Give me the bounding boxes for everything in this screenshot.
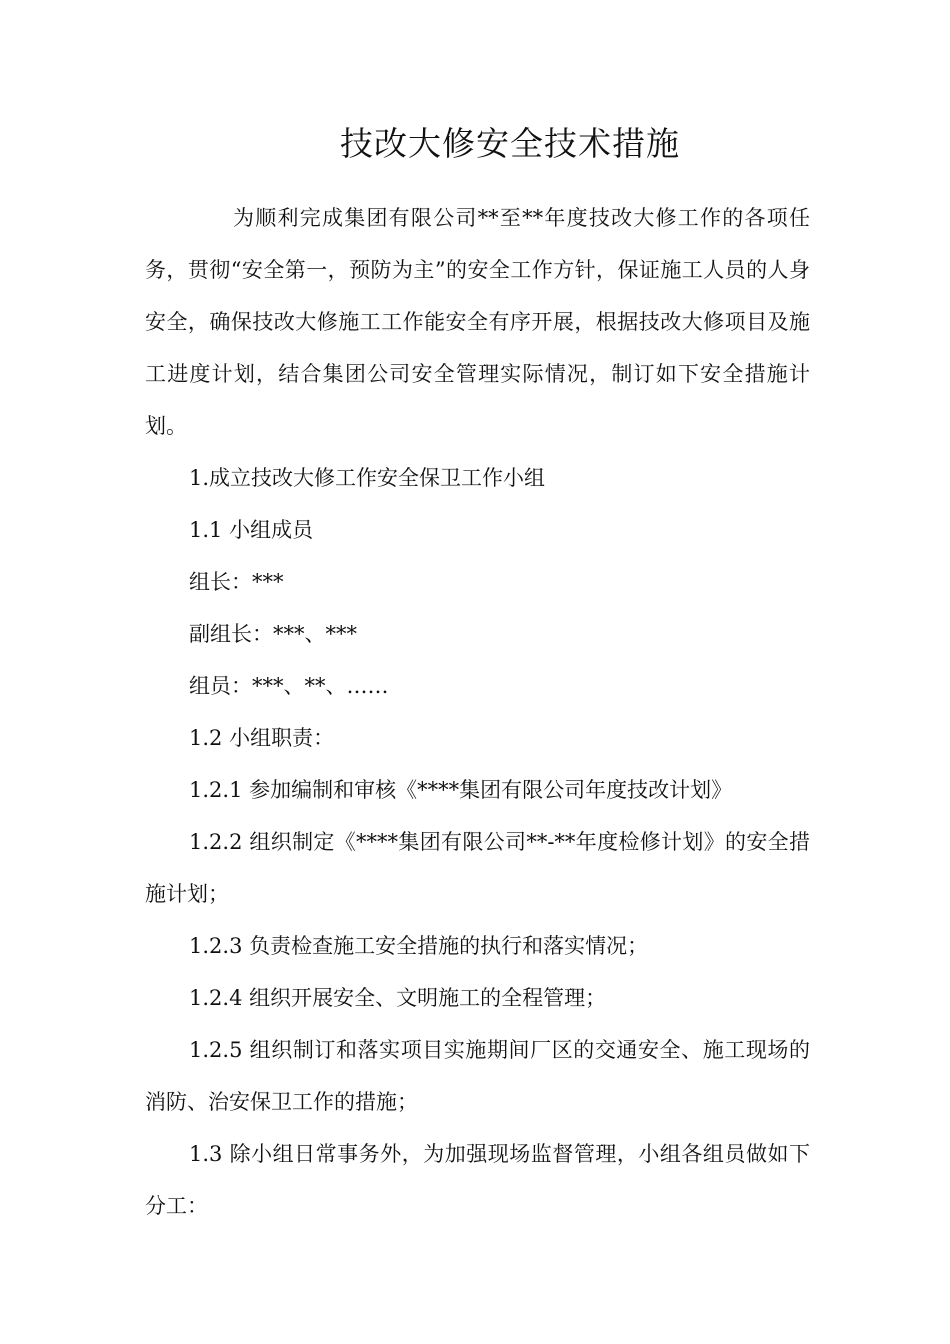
members-line: 组员：***、**、…… [189,674,389,698]
document-title: 技改大修安全技术措施 [340,124,680,163]
duty-item-1-2-2: 1.2.2 组织制定《****集团有限公司**-**年度检修计划》的安全措施计划； [145,830,810,906]
section-heading-1-3: 1.3 除小组日常事务外，为加强现场监督管理，小组各组员做如下分工： [145,1142,810,1218]
section-heading-1-1: 1.1 小组成员 [189,518,314,542]
section-heading-1-2: 1.2 小组职责： [189,726,335,750]
section-heading-1: 1.成立技改大修工作安全保卫工作小组 [189,466,546,490]
intro-paragraph: 为顺利完成集团有限公司**至**年度技改大修工作的各项任务，贯彻“安全第一，预防为主”的安全工作方针，保证施工人员的人身安全，确保技改大修施工工作能安全有序开展，根据技改大修项目及施工进度计划，结合集团公司安全管理实际情况，制订如下安全措施计划。 [145,206,810,438]
deputy-leader-line: 副组长：***、*** [189,622,357,646]
group-leader-line: 组长：*** [189,570,284,594]
document-body [145,192,810,1232]
duty-item-1-2-1: 1.2.1 参加编制和审核《****集团有限公司年度技改计划》 [189,778,733,802]
duty-item-1-2-3: 1.2.3 负责检查施工安全措施的执行和落实情况； [189,934,649,958]
duty-item-1-2-5: 1.2.5 组织制订和落实项目实施期间厂区的交通安全、施工现场的消防、治安保卫工作的措施； [145,1038,810,1114]
duty-item-1-2-4: 1.2.4 组织开展安全、文明施工的全程管理； [189,986,607,1010]
